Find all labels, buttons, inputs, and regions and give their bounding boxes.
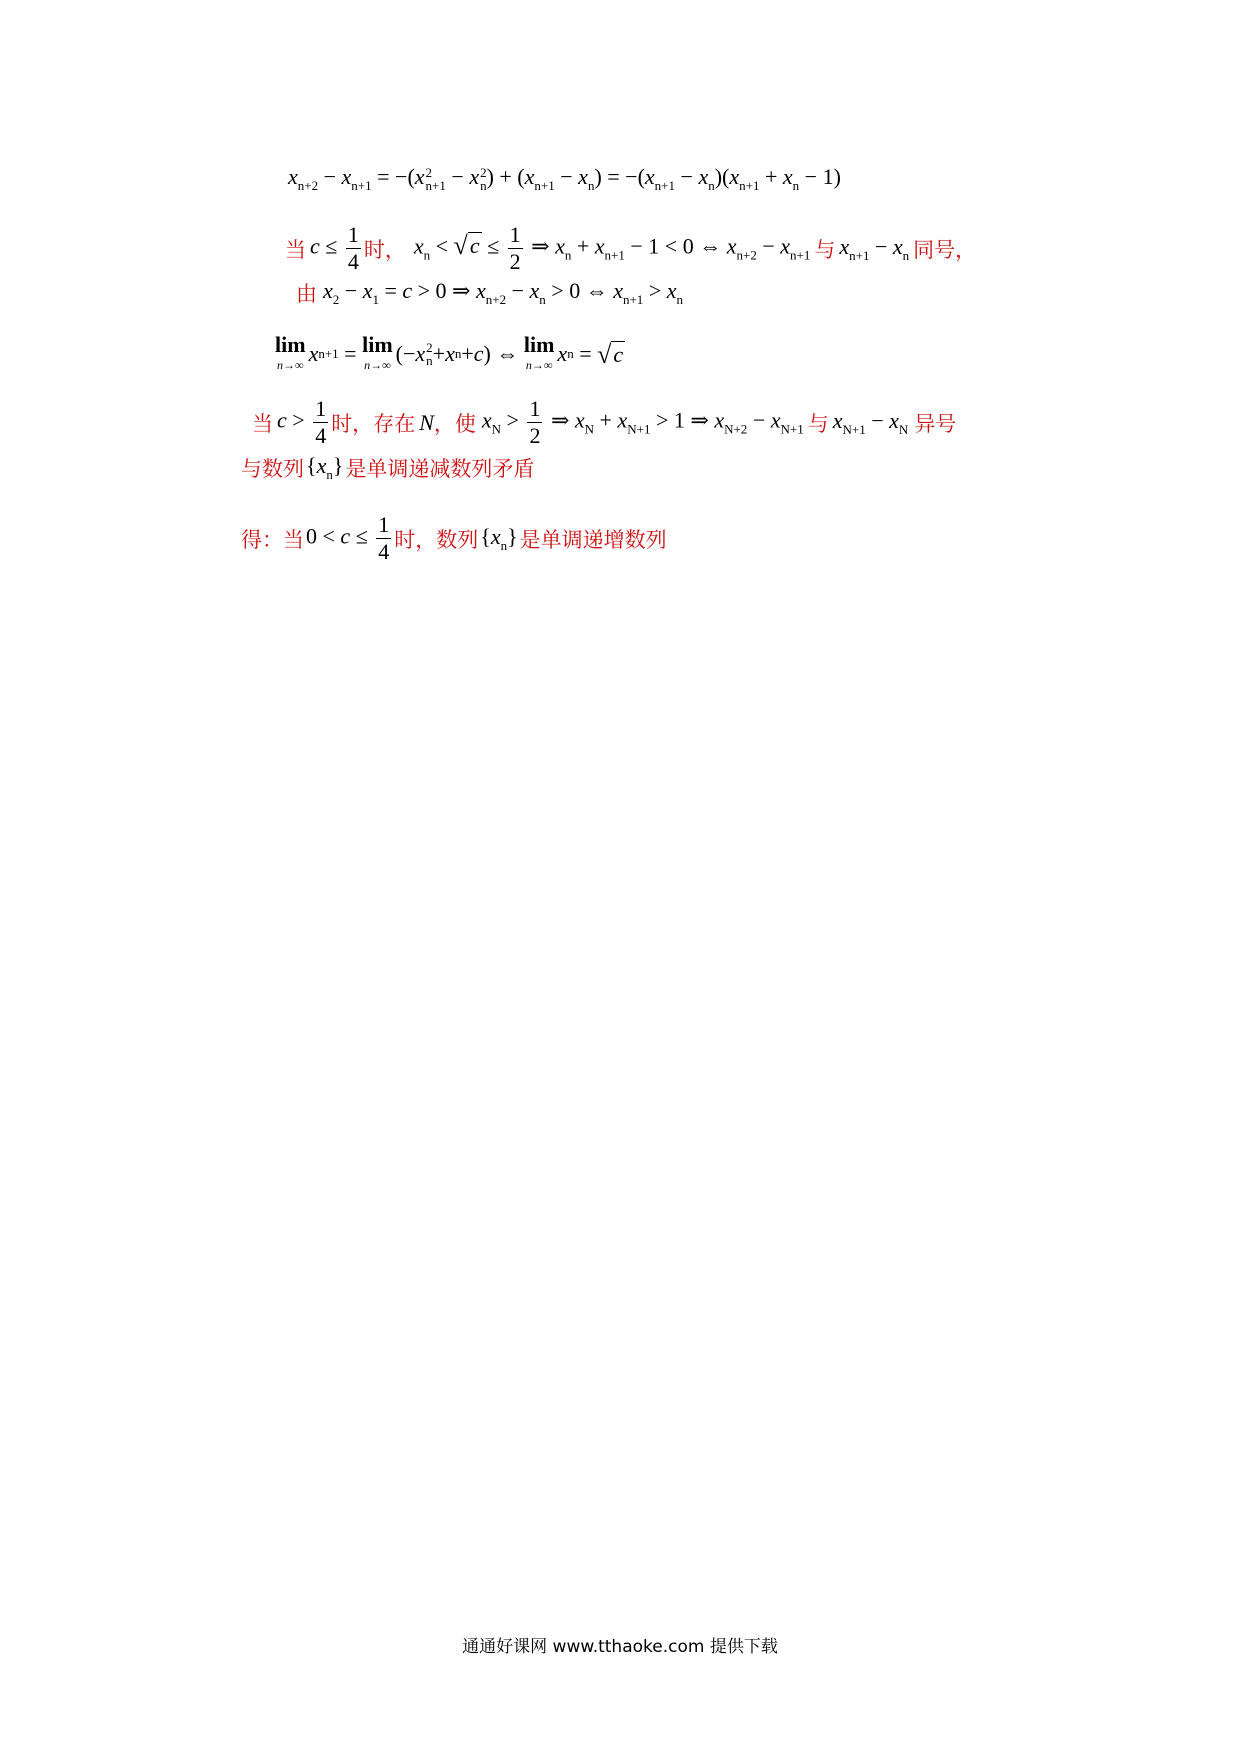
- equation-line-6: [0, 453, 1240, 483]
- text-contradiction: 是单调递减数列矛盾: [345, 457, 535, 481]
- footer-credit: 通通好课网 www.tthaoke.com 提供下载: [462, 1637, 778, 1657]
- math-condition-2: c > $\frac{1}{4}$: [277, 396, 327, 448]
- equation-line-1: $x_{n+2} - x_{n+1} = -(x$ 2 n+1 − x 2 n ) + $(x_{n+1} - x_n) = -(x_{n+1} - x_n)(x_{n+1} + x_n - 1)$: [288, 164, 841, 193]
- text-from: 由: [296, 282, 317, 306]
- text-and-2: 与: [807, 411, 829, 436]
- text-exists: 时，存在: [331, 411, 416, 436]
- math-range: 0 < c ≤ $\frac{1}{4}$: [306, 512, 390, 564]
- math-sequence: $\{x_n\}$: [306, 453, 344, 482]
- text-then: 时，: [363, 237, 406, 262]
- math-condition: c ≤ $\frac{1}{4}$: [310, 222, 359, 274]
- math-inequality: $x_n$ < √ c ≤ $\frac{1}{2}$ ⇒ $x_n + x_{n+1} - 1 < 0$ ⇔ $x_{n+2} - x_{n+1}$: [413, 222, 811, 274]
- math-monotone: $x_2 - x_1 = c > 0$ ⇒ $x_{n+2} - x_n > 0$ ⇔ $x_{n+1} > x_n$: [323, 278, 683, 307]
- equation-line-3: [0, 278, 1240, 308]
- text-with-sequence: 与数列: [241, 457, 304, 481]
- text-and: 与: [814, 237, 836, 262]
- text-when-2: 当: [252, 411, 273, 436]
- equation-line-5: [0, 396, 1240, 449]
- text-conclusion: 得：当: [241, 527, 304, 552]
- text-such-that: ，使: [433, 411, 476, 436]
- text-opposite-sign: 异号: [914, 411, 957, 436]
- text-increasing: 是单调递增数列: [519, 527, 667, 552]
- text-then-sequence: 时，数列: [394, 527, 479, 552]
- math-N: N: [419, 409, 434, 435]
- equation-line-2: [0, 222, 1240, 275]
- equation-line-7: [0, 512, 1240, 565]
- math-sequence-2: $\{x_n\}$: [480, 523, 518, 553]
- math-diff: $x_{n+1} - x_n$: [839, 233, 910, 263]
- math-contradiction: $x_N$ > $\frac{1}{2}$ ⇒ $x_N + x_{N+1} > 1$ ⇒ $x_{N+2} - x_{N+1}$: [481, 396, 804, 448]
- text-same-sign: 同号，: [913, 237, 977, 262]
- equation-line-4: lim n→∞ x n+1 = lim n→∞ (− x 2 n + x n + c ) ⇔ lim n→∞ x n = √ c: [275, 332, 624, 372]
- math-diff-2: $x_{N+1} - x_N$: [832, 407, 909, 437]
- text-when: 当: [285, 237, 306, 262]
